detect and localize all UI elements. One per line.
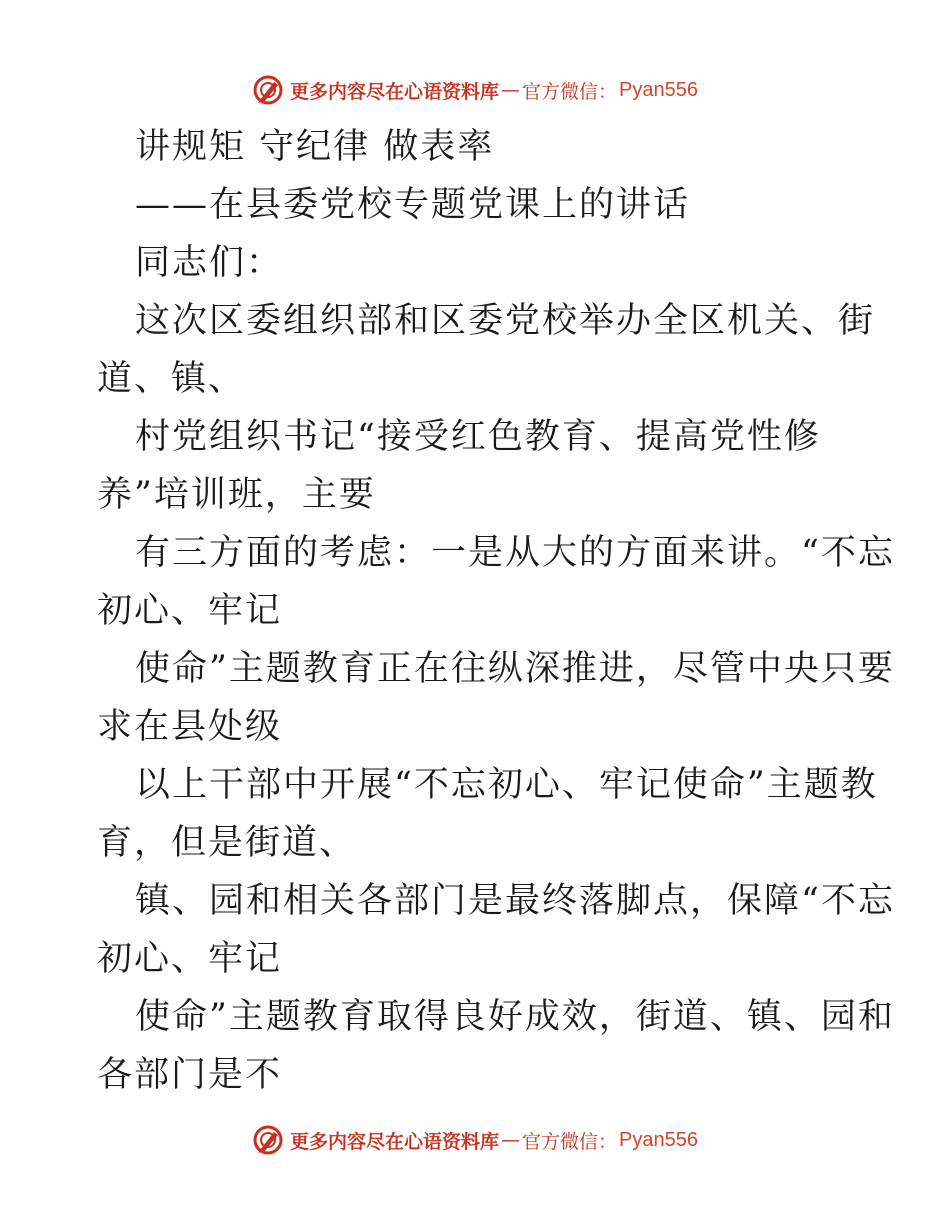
paragraph-line: 这次区委组织部和区委党校举办全区机关、街 [135, 301, 876, 341]
banner-sub-text: 官方微信： [522, 80, 618, 103]
document-title: 讲规矩 守纪律 做表率 [135, 127, 495, 167]
paragraph-line: 求在县处级 [97, 707, 283, 747]
pen-logo-icon [252, 74, 284, 106]
paragraph-line: 使命”主题教育正在往纵深推进，尽管中央只要 [135, 649, 895, 689]
banner-wechat-id: Pyan556 [619, 1128, 698, 1151]
pen-logo-icon [252, 1124, 284, 1156]
paragraph-line: 各部门是不 [97, 1055, 283, 1095]
paragraph-line: 育，但是街道、 [97, 823, 357, 863]
banner-separator: — [501, 1129, 521, 1151]
header-banner [0, 70, 950, 110]
paragraph-line: 镇、园和相关各部门是最终落脚点，保障“不忘 [135, 881, 895, 921]
document-subtitle: ——在县委党校专题党课上的讲话 [135, 185, 691, 225]
banner-separator: — [501, 79, 521, 101]
paragraph-line: 养”培训班，主要 [97, 475, 376, 515]
banner-sub-text: 官方微信： [522, 1130, 618, 1153]
footer-banner [0, 1120, 950, 1160]
paragraph-line: 道、镇、 [97, 359, 246, 399]
banner-wechat-id: Pyan556 [619, 78, 698, 101]
document-body [97, 118, 897, 1104]
paragraph-line: 村党组织书记“接受红色教育、提高党性修 [135, 417, 821, 457]
paragraph-line: 以上干部中开展“不忘初心、牢记使命”主题教 [135, 765, 878, 805]
paragraph-line: 初心、牢记 [97, 591, 283, 631]
paragraph-line: 初心、牢记 [97, 939, 283, 979]
banner-main-text: 更多内容尽在心语资料库 [290, 1130, 500, 1153]
paragraph-line: 有三方面的考虑：一是从大的方面来讲。“不忘 [135, 533, 895, 573]
banner-main-text: 更多内容尽在心语资料库 [290, 80, 500, 103]
paragraph-line: 使命”主题教育取得良好成效，街道、镇、园和 [135, 997, 895, 1037]
salutation: 同志们： [135, 243, 284, 283]
